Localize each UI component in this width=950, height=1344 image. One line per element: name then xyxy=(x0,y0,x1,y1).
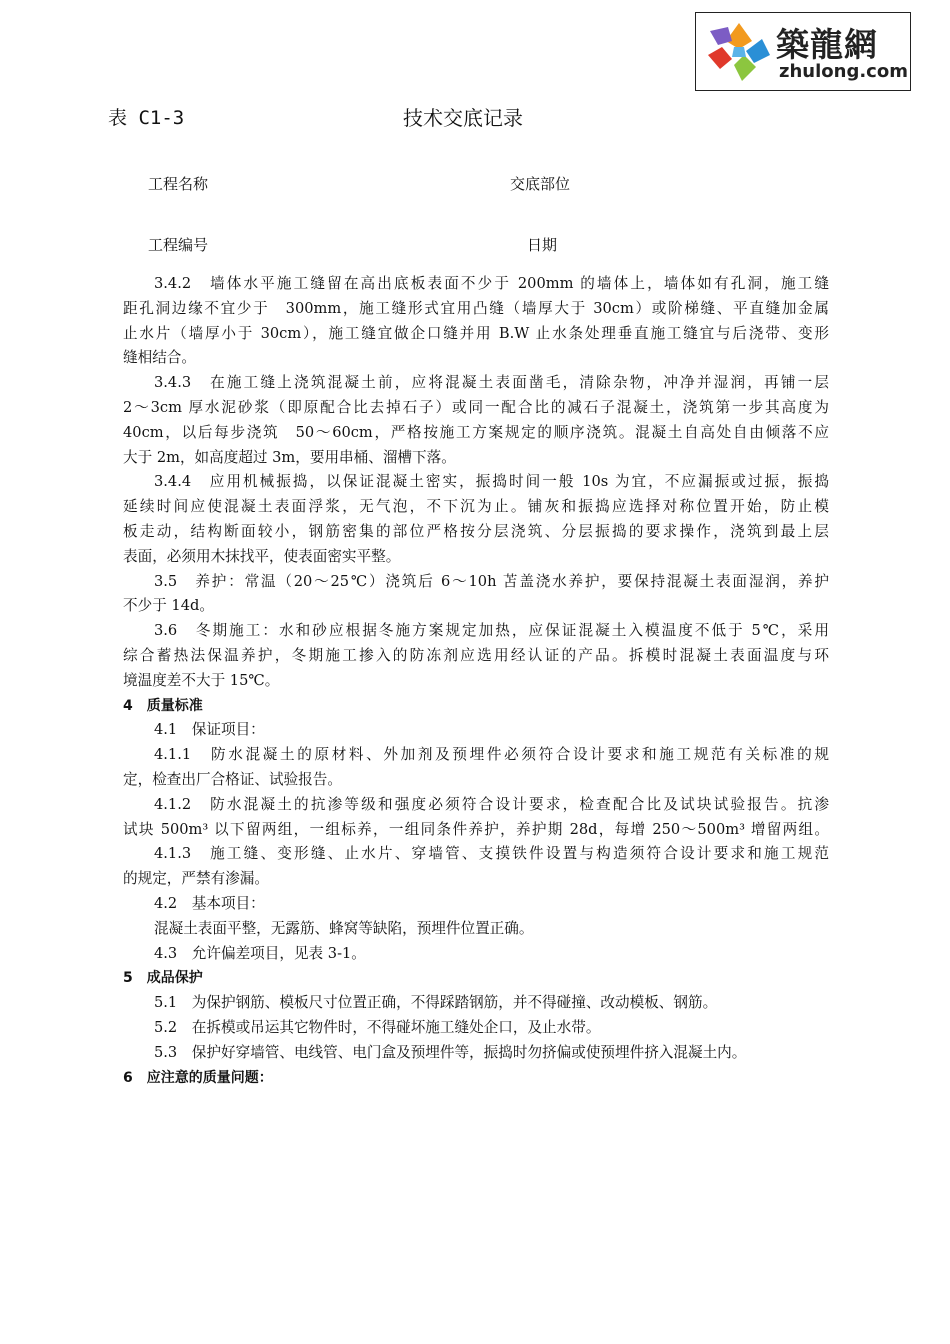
paragraph-line: 试块 500m³ 以下留两组，一组标养，一组同条件养护，养护期 28d，每增 250～500m³ 增留两组。 xyxy=(123,820,829,838)
document-body xyxy=(123,272,829,1090)
pinwheel-logo-icon xyxy=(704,19,774,85)
paragraph-line: 5.1 为保护钢筋、模板尺寸位置正确，不得踩踏钢筋，并不得碰撞、改动模板、钢筋。 xyxy=(154,994,718,1012)
paragraph-line: 4.1.3 施工缝、变形缝、止水片、穿墙管、支摸铁件设置与构造须符合设计要求和施工规范 xyxy=(154,845,829,863)
project-number-label: 工程编号 xyxy=(148,236,209,254)
paragraph-line: 的规定，严禁有渗漏。 xyxy=(123,870,269,888)
paragraph-line: 缝相结合。 xyxy=(123,349,196,367)
paragraph-line: 境温度差不大于 15℃。 xyxy=(123,671,280,689)
paragraph-line: 4.3 允许偏差项目，见表 3-1。 xyxy=(154,944,366,962)
paragraph-line: 延续时间应使混凝土表面浮浆，无气泡，不下沉为止。铺灰和振捣应选择对称位置开始，防止模 xyxy=(123,498,829,516)
logo-domain-text: zhulong.com xyxy=(779,61,908,82)
paragraph-line: 4.1.1 防水混凝土的原材料、外加剂及预埋件必须符合设计要求和施工规范有关标准的规 xyxy=(154,746,829,764)
zhulong-logo xyxy=(695,12,911,91)
project-name-label: 工程名称 xyxy=(148,175,209,193)
paragraph-line: 5.2 在拆模或吊运其它物件时，不得碰坏施工缝处企口，及止水带。 xyxy=(154,1018,601,1036)
paragraph-line: 定，检查出厂合格证、试验报告。 xyxy=(123,770,342,788)
paragraph-line: 4.1.2 防水混凝土的抗渗等级和强度必须符合设计要求，检查配合比及试块试验报告。抗渗 xyxy=(154,795,829,813)
paragraph-line: 2～3cm 厚水泥砂浆（即原配合比去掉石子）或同一配合比的减石子混凝土，浇筑第一步其高度为 xyxy=(123,398,829,416)
document-title: 技术交底记录 xyxy=(403,106,523,130)
paragraph-line: 3.4.2 墙体水平施工缝留在高出底板表面不少于 200mm 的墙体上，墙体如有孔洞，施工缝 xyxy=(154,275,829,292)
subsection-heading: 4.2 基本项目： xyxy=(154,894,265,912)
table-number: 表 C1-3 xyxy=(108,107,185,129)
paragraph-line: 距孔洞边缘不宜少于 300mm，施工缝形式宜用凸缝（墙厚大于 30cm）或阶梯缝、平直缝加金属 xyxy=(123,299,829,317)
paragraph-line: 3.4.3 在施工缝上浇筑混凝土前，应将混凝土表面凿毛，清除杂物，冲净并湿润，再铺一层 xyxy=(154,374,829,392)
paragraph-line: 3.6 冬期施工：水和砂应根据冬施方案规定加热，应保证混凝土入模温度不低于 5℃，采用 xyxy=(154,622,829,640)
subsection-heading: 4.1 保证项目： xyxy=(154,721,265,739)
paragraph-line: 混凝土表面平整，无露筋、蜂窝等缺陷，预埋件位置正确。 xyxy=(154,919,534,937)
paragraph-line: 表面，必须用木抹找平，使表面密实平整。 xyxy=(123,547,401,565)
paragraph-line: 5.3 保护好穿墙管、电线管、电门盒及预埋件等，振捣时勿挤偏或使预埋件挤入混凝土内。 xyxy=(154,1043,747,1061)
paragraph-line: 板走动，结构断面较小，钢筋密集的部位严格按分层浇筑、分层振捣的要求操作，浇筑到最上层 xyxy=(123,522,829,540)
paragraph-line: 3.5 养护：常温（20～25℃）浇筑后 6～10h 苫盖浇水养护，要保持混凝土表面湿润，养护 xyxy=(154,572,829,590)
paragraph-line: 3.4.4 应用机械振捣，以保证混凝土密实，振捣时间一般 10s 为宜，不应漏振或过振，振捣 xyxy=(154,473,829,491)
section-heading: 5 成品保护 xyxy=(123,970,203,987)
logo-chinese-text: 築龍網 xyxy=(776,25,878,64)
date-label: 日期 xyxy=(527,236,558,254)
section-heading: 6 应注意的质量问题： xyxy=(123,1069,273,1086)
paragraph-line: 大于 2m，如高度超过 3m，要用串桶、溜槽下落。 xyxy=(123,448,456,466)
paragraph-line: 不少于 14d。 xyxy=(123,597,214,615)
location-label: 交底部位 xyxy=(510,175,571,193)
section-heading: 4 质量标准 xyxy=(123,697,203,714)
paragraph-line: 止水片（墙厚小于 30cm），施工缝宜做企口缝并用 B.W 止水条处理垂直施工缝宜与后浇带、变形 xyxy=(123,324,829,342)
paragraph-line: 40cm，以后每步浇筑 50～60cm，严格按施工方案规定的顺序浇筑。混凝土自高处自由倾落不应 xyxy=(123,423,829,441)
paragraph-line: 综合蓄热法保温养护，冬期施工掺入的防冻剂应选用经认证的产品。拆模时混凝土表面温度与环 xyxy=(123,646,829,664)
